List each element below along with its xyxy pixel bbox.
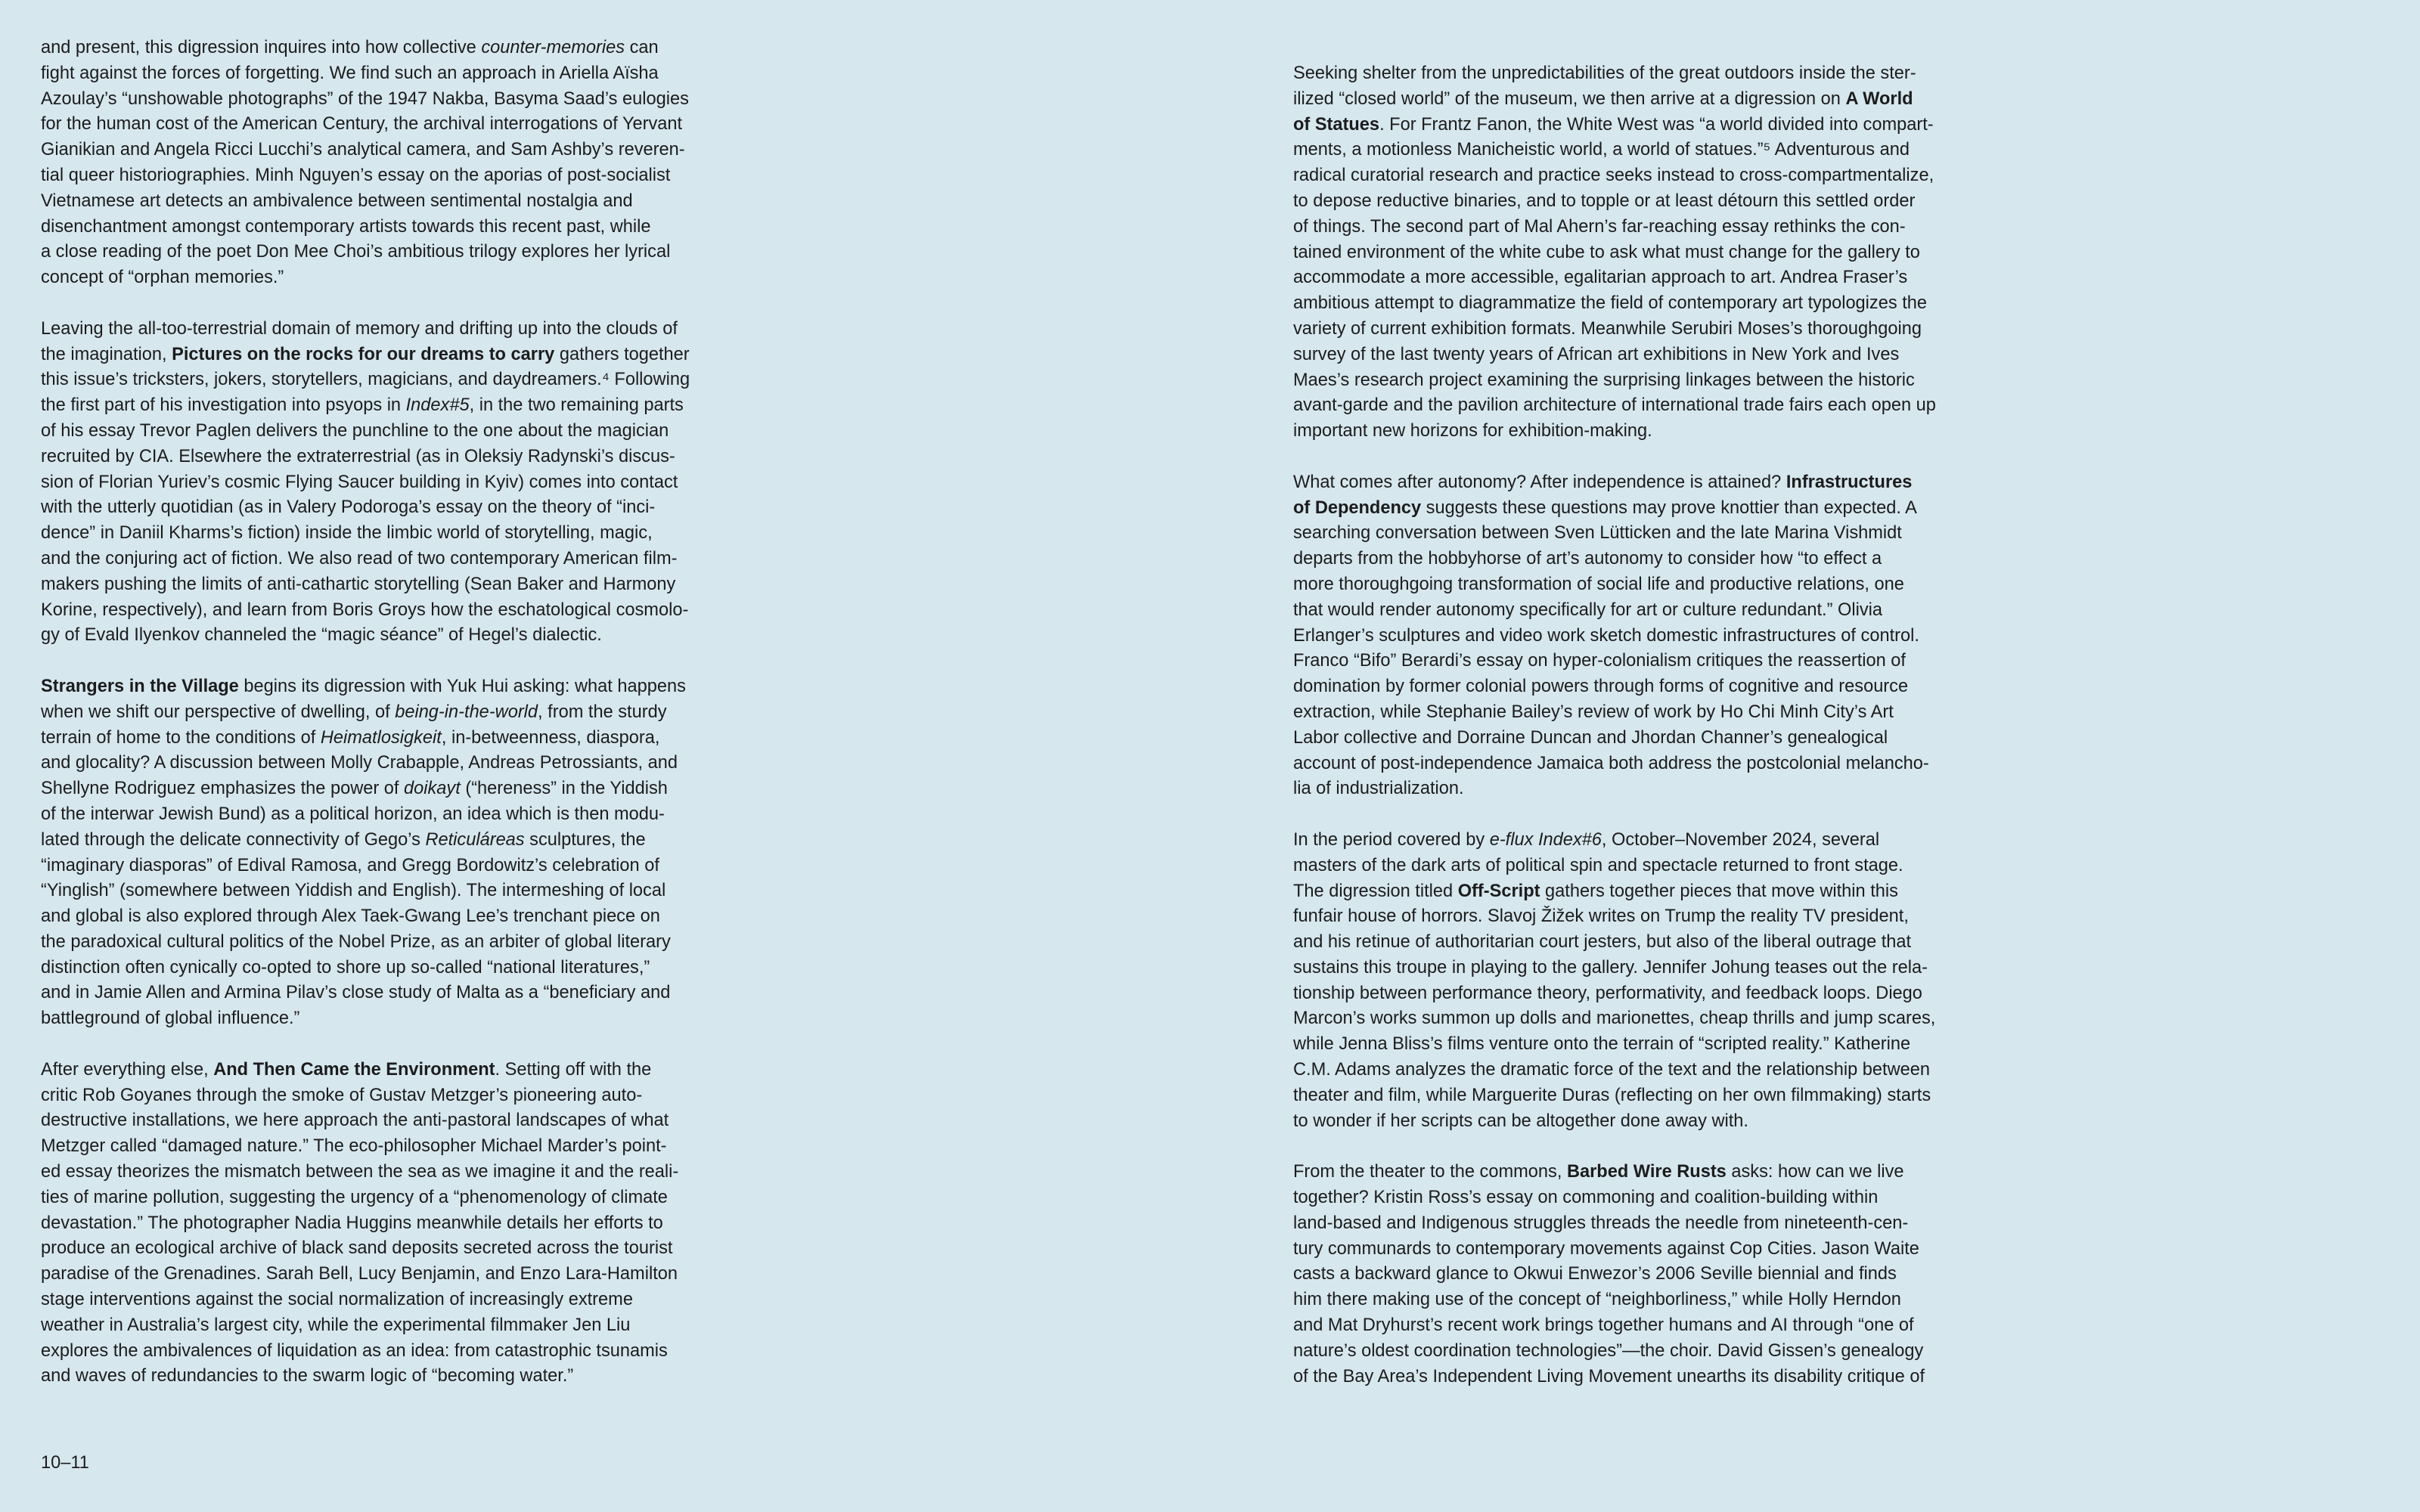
text-run: . Setting off with the critic Rob Goyanes through the smoke of Gustav Metzger’s pioneering auto- destructive installations, we here approach the anti-pastoral landscapes of what Metzger called “damaged nature.” The eco-philosopher Michael Marder’s point- ed essay theorizes the mismatch between the sea as we imagine it and the reali- ties of marine pollution, suggesting the urgency of a “phenomenology of climate devastation.” The photographer Nadia Huggins meanwhile details her efforts to produce an ecological archive of black sand deposits secreted across the tourist paradise of the Grenadines. Sarah Bell, Lucy Benjamin, and Enzo Lara-Hamilton stage interventions against the social normalization of increasingly extreme weather in Australia’s largest city, while the experimental filmmaker Jen Liu explores the ambivalences of liquidation as an idea: from catastrophic tsunamis and waves of redundancies to the swarm logic of “becoming water.” bbox=[41, 1059, 679, 1387]
text-run: In the period covered by bbox=[1293, 829, 1490, 850]
right-page bbox=[1210, 0, 2420, 1512]
section-title: Barbed Wire Rusts bbox=[1566, 1162, 1727, 1182]
paragraph bbox=[41, 1058, 767, 1390]
text-run: (“hereness” in the Yiddish of the interwar Jewish Bund) as a political horizon, an idea which is then modu- lated through the delicate connectivity of Gego’s bbox=[41, 779, 668, 850]
text-run: gathers together this issue’s tricksters, jokers, storytellers, magicians, and daydreamers.⁴ Following the first part of his investigation into psyops in bbox=[41, 344, 690, 416]
italic-term: doikayt bbox=[404, 779, 461, 799]
italic-term: e-flux Index#6 bbox=[1489, 829, 1602, 850]
paragraph bbox=[41, 674, 767, 1032]
text-run: begins its digression with Yuk Hui asking: what happens when we shift our perspective of dwelling, of bbox=[41, 676, 686, 722]
text-run: , from the sturdy terrain of home to the conditions of bbox=[41, 702, 667, 748]
italic-term: being-in-the-world bbox=[395, 702, 538, 722]
paragraph bbox=[41, 36, 767, 291]
text-run: , in the two remaining parts of his essay Trevor Paglen delivers the punchline to the one about the magician recruited by CIA. Elsewhere the extraterrestrial (as in Oleksiy Radynski’s discus- sion of Florian Yuriev’s cosmic Flying Saucer building in Kyiv) comes into contact with the utterly quotidian (as in Valery Podoroga’s essay on the theory of “inci- dence” in Daniil Kharms’s fiction) inside the limbic world of storytelling, magic, and the conjuring act of fiction. We also read of two contemporary American film- makers pushing the limits of anti-cathartic storytelling (Sean Baker and Harmony Korine, respectively), and learn from Boris Groys how the eschatological cosmolo- gy of Evald Ilyenkov channeled the “magic séance” of Hegel’s dialectic. bbox=[41, 395, 689, 646]
text-run: Leaving the all-too-terrestrial domain of memory and drifting up into the clouds of the imagination, bbox=[41, 318, 678, 364]
text-run: What comes after autonomy? After independence is attained? bbox=[1293, 472, 1786, 492]
section-title: And Then Came the Environment bbox=[213, 1059, 495, 1080]
italic-term: Reticuláreas bbox=[425, 829, 525, 850]
paragraph bbox=[41, 317, 767, 649]
text-run: suggests these questions may prove knottier than expected. A searching conversation between Sven Lütticken and the late Marina Vishmidt departs from the hobbyhorse of art’s autonomy to consider how “to effect a more thoroughgoing transformation of social life and productive relations, one that would render autonomy specifically for art or culture redundant.” Olivia Erlanger’s sculptures and video work sketch domestic infrastructures of control. Franco “Bifo” Berardi’s essay on hyper-colonialism critiques the reassertion of domination by former colonial powers through forms of cognitive and resource extraction, while Stephanie Bailey’s review of work by Ho Chi Minh City’s Art Labor collective and Dorraine Duncan and Jhordan Channer’s genealogical account of post-independence Jamaica both address the postcolonial melancho- lia of industrialization. bbox=[1293, 497, 1929, 799]
text-run: , in-betweenness, diaspora, and glocality? A discussion between Molly Crabapple, Andreas Petrossiants, and Shellyne Rodriguez emphasizes the power of bbox=[41, 727, 678, 799]
section-title: Pictures on the rocks for our dreams to carry bbox=[172, 344, 555, 364]
text-run: asks: how can we live together? Kristin Ross’s essay on commoning and coalition-building within land-based and Indigenous struggles threads the needle from nineteenth-cen- tury communards to contemporary movements against Cop Cities. Jason Waite casts a backward glance to Okwui Enwezor’s 2006 Seville biennial and finds him there making use of the concept of “neighborliness,” while Holly Herndon and Mat Dryhurst’s recent work brings together humans and AI through “one of nature’s oldest coordination technologies”—the choir. David Gissen’s genealogy of the Bay Area’s Independent Living Movement unearths its disability critique of bbox=[1293, 1162, 1925, 1387]
text-run: and present, this digression inquires into how collective bbox=[41, 38, 482, 57]
paragraph bbox=[1293, 470, 2019, 802]
paragraph bbox=[1293, 61, 2019, 445]
text-run: After everything else, bbox=[41, 1059, 214, 1080]
paragraph bbox=[1293, 1160, 2019, 1390]
right-text-column bbox=[1293, 61, 2019, 1390]
text-run: sculptures, the “imaginary diasporas” of Edival Ramosa, and Gregg Bordowitz’s celebration of “Yinglish” (somewhere between Yiddish and English). The intermeshing of local and global is also explored through Alex Taek-Gwang Lee’s trenchant piece on the paradoxical cultural politics of the Nobel Prize, as an arbiter of global literary distinction often cynically co-opted to shore up so-called “national literatures,” and in Jamie Allen and Armina Pilav’s close study of Malta as a “beneficiary and battleground of global influence.” bbox=[41, 829, 671, 1029]
italic-term: Heimatlosigkeit bbox=[320, 727, 442, 748]
section-title: Strangers in the Village bbox=[41, 676, 239, 696]
text-run: gathers together pieces that move within this funfair house of horrors. Slavoj Žižek writes on Trump the reality TV president, and his retinue of authoritarian court jesters, but also of the liberal outrage that sustains this troupe in playing to the gallery. Jennifer Johung teases out the rela- tionship between performance theory, performativity, and feedback loops. Diego Marcon’s works summon up dolls and marionettes, cheap thrills and jump scares, while Jenna Bliss’s films venture onto the terrain of “scripted reality.” Katherine C.M. Adams analyzes the dramatic force of the text and the relationship between theater and film, while Marguerite Duras (reflecting on her own filmmaking) starts to wonder if her scripts can be altogether done away with. bbox=[1293, 881, 1936, 1131]
text-run: , October–November 2024, several masters of the dark arts of political spin and spectacle returned to front stage. The digression titled bbox=[1293, 829, 1903, 901]
text-run: From the theater to the commons, bbox=[1293, 1162, 1567, 1182]
italic-term: counter-memories bbox=[481, 38, 625, 57]
page-number: 10–11 bbox=[41, 1453, 89, 1473]
text-run: Seeking shelter from the unpredictabilities of the great outdoors inside the ster- ilized “closed world” of the museum, we then arrive at a digression on bbox=[1293, 64, 1916, 109]
text-run: . For Frantz Fanon, the White West was “a world divided into compart- ments, a motionless Manicheistic world, a world of statues.”⁵ Adventurous and radical curatorial research and practice seeks instead to cross-compartmentalize, to depose reductive binaries, and to topple or at least détourn this settled order of things. The second part of Mal Ahern’s far-reaching essay rethinks the con- tained environment of the white cube to ask what must change for the gallery to accommodate a more accessible, egalitarian approach to art. Andrea Fraser’s ambitious attempt to diagrammatize the field of contemporary art typologizes the variety of current exhibition formats. Meanwhile Serubiri Moses’s thoroughgoing survey of the last twenty years of African art exhibitions in New York and Ives Maes’s research project examining the surprising linkages between the historic avant-garde and the pavilion architecture of international trade fairs each open up important new horizons for exhibition-making. bbox=[1293, 114, 1936, 442]
section-title: A World of Statues bbox=[1293, 88, 1913, 135]
section-title: Off-Script bbox=[1457, 881, 1540, 901]
section-title: Infrastructures of Dependency bbox=[1293, 472, 1913, 518]
left-text-column bbox=[41, 36, 767, 1390]
text-run: can fight against the forces of forgetting. We find such an approach in Ariella Aïsha Azoulay’s “unshowable photographs” of the 1947 Nakba, Basyma Saad’s eulogies for the human cost of the American Century, the archival interrogations of Yervant Gianikian and Angela Ricci Lucchi’s analytical camera, and Sam Ashby’s reveren- tial queer historiographies. Minh Nguyen’s essay on the aporias of post-socialist Vietnamese art detects an ambivalence between sentimental nostalgia and disenchantment amongst contemporary artists towards this recent past, while a close reading of the poet Don Mee Choi’s ambitious trilogy explores her lyrical concept of “orphan memories.” bbox=[41, 38, 689, 288]
paragraph bbox=[1293, 828, 2019, 1135]
italic-term: Index#5 bbox=[405, 395, 470, 416]
